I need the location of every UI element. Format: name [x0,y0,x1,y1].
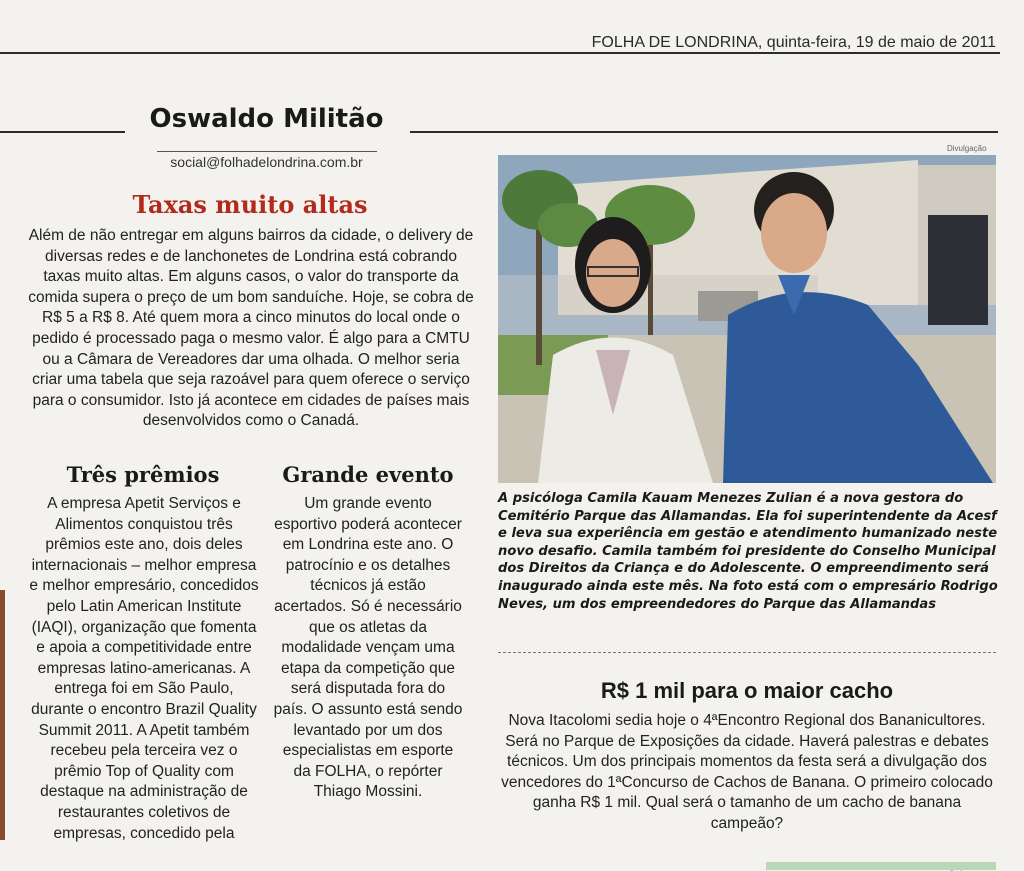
section-divider [498,652,996,653]
next-photo-edge [766,862,996,870]
page-edge [0,590,5,840]
email-rule [157,151,377,152]
article-evento-body: Um grande evento esportivo poderá acontecer em Londrina este ano. O patrocínio e os detalhes técnicos já estão acertados. Só é necessário que os atletas da modalidade vençam uma etapa da competição que será disputada fora do país. O assunto está sendo levantado por um dos especialistas em esporte da FOLHA, o repórter Thiago Mossini. [273,495,463,801]
article-evento-title: Grande evento [282,462,454,487]
article-premios-body: A empresa Apetit Serviços e Alimentos conquistou três prêmios este ano, dois deles internacionais – melhor empresa e melhor empresário, concedidos pelo Latin American Institute (IAQI), organização que fomenta e apoia a competitividade entre empresas latino-americanas. A entrega foi em São Paulo, durante o encontro Brazil Quality Summit 2011. A Apetit também recebeu pela terceira vez o prêmio Top of Quality com destaque na administração de restaurantes coletivos de empresas, concedido pela [29,495,259,842]
article-premios-title: Três prêmios [66,462,220,487]
article-cacho-body: Nova Itacolomi sedia hoje o 4ªEncontro Regional dos Bananicultores. Será no Parque de Exposições da cidade. Haverá palestras e debates técnicos. Um dos principais momentos da festa será a divulgação dos vencedores do 1ªConcurso de Cachos de Banana. O primeiro colocado ganha R$ 1 mil. Qual será o tamanho de um cacho de banana campeão? [501,712,993,832]
masthead: FOLHA DE LONDRINA, quinta-feira, 19 de maio de 2011 [591,34,996,51]
photo-credit: Divulgação [947,144,987,153]
article-taxas-body: Além de não entregar em alguns bairros da cidade, o delivery de diversas redes e de lanchonetes de Londrina está cobrando taxas muito altas. Em alguns casos, o valor do transporte da comida supera o preço de um bom sanduíche. Hoje, se cobra de R$ 5 a R$ 8. Até quem mora a cinco minutos do local onde o pedido é processado paga o mesmo valor. É algo para a CMTU ou a Câmara de Vereadores dar uma olhada. O melhor seria criar uma tabela que seja razoável para quem oferece o serviço para o consumidor. Isto já acontece em cidades de países mais desenvolvidos como o Canadá. [28,227,474,430]
article-cacho-title: R$ 1 mil para o maior cacho [600,678,894,703]
columnist-name: Oswaldo Militão [149,104,384,134]
news-photo [498,155,996,483]
article-taxas-title: Taxas muito altas [132,190,368,219]
columnist-email: social@folhadelondrina.com.br [170,154,363,170]
header-rule [0,52,1000,54]
photo-illustration [498,155,996,483]
photo-caption: A psicóloga Camila Kauam Menezes Zulian é a nova gestora do Cemitério Parque das Allamandas. Ela foi superintendente da Acesf e leva sua experiência em gestão e atendimento humanizado neste novo desafio. Camila também foi presidente do Conselho Municipal dos Direitos da Criança e do Adolescente. O empreendimento será inaugurado ainda este mês. Na foto está com o empresário Rodrigo Neves, um dos empreendedores do Parque das Allamandas [498,491,998,612]
